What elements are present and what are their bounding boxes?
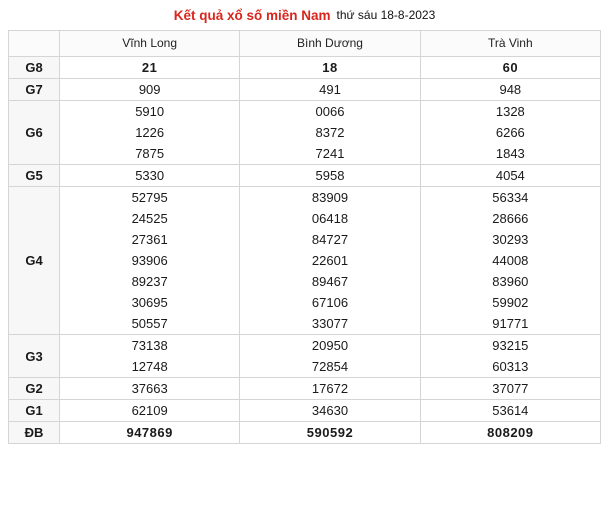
prize-number: 93906 [131,253,168,268]
prize-label-g8: G8 [9,57,60,79]
prize-number: 83909 [311,190,349,205]
prize-label-g7: G7 [9,79,60,101]
prize-cell-g5-1: 5958 [240,165,420,187]
prize-number: 1226 [135,125,165,140]
table-body [9,57,601,444]
prize-cell-đb-2: 808209 [420,422,600,444]
prize-number: 7241 [315,146,345,161]
prize-number: 44008 [492,253,529,268]
prize-cell-g3-0 [60,335,240,378]
table-corner-cell [9,31,60,57]
prize-number: 27361 [131,232,168,247]
prize-number: 1328 [495,104,525,119]
prize-cell-g2-0: 37663 [60,378,240,400]
prize-cell-g1-1: 34630 [240,400,420,422]
prize-cell-g7-2: 948 [420,79,600,101]
prize-cell-g7-1: 491 [240,79,420,101]
page-header [8,0,601,30]
prize-number: 8372 [315,125,345,140]
table-row [9,335,601,378]
table-row [9,422,601,444]
prize-label-g5: G5 [9,165,60,187]
prize-cell-g6-2 [420,101,600,165]
prize-number: 84727 [311,232,349,247]
prize-label-g2: G2 [9,378,60,400]
prize-cell-g3-1 [240,335,420,378]
prize-cell-g4-2 [420,187,600,335]
prize-number: 30695 [131,295,168,310]
table-row [9,400,601,422]
prize-cell-g7-0: 909 [60,79,240,101]
table-row [9,79,601,101]
prize-label-g6: G6 [9,101,60,165]
prize-cell-đb-0: 947869 [60,422,240,444]
prize-label-g4: G4 [9,187,60,335]
page-title: Kết quả xổ số miền Nam [173,7,331,23]
prize-number: 73138 [131,338,168,353]
prize-number: 28666 [492,211,529,226]
prize-number: 50557 [131,316,168,331]
bottom-spacer [8,444,601,450]
prize-label-đb: ĐB [9,422,60,444]
prize-cell-g8-2: 60 [420,57,600,79]
table-row [9,57,601,79]
prize-number: 0066 [315,104,345,119]
province-header-1: Bình Dương [240,31,420,57]
results-table [8,30,601,444]
prize-number: 83960 [492,274,529,289]
prize-number: 5910 [135,104,165,119]
table-row [9,378,601,400]
prize-number: 12748 [131,359,168,374]
prize-cell-g1-0: 62109 [60,400,240,422]
prize-number: 93215 [492,338,529,353]
prize-number: 72854 [311,359,349,374]
prize-number: 20950 [311,338,349,353]
prize-cell-đb-1: 590592 [240,422,420,444]
prize-cell-g5-0: 5330 [60,165,240,187]
prize-cell-g2-1: 17672 [240,378,420,400]
prize-cell-g8-0: 21 [60,57,240,79]
prize-number: 33077 [311,316,349,331]
prize-number: 56334 [492,190,529,205]
prize-number: 06418 [311,211,349,226]
page-date: thứ sáu 18-8-2023 [336,8,436,22]
prize-cell-g8-1: 18 [240,57,420,79]
prize-number: 67106 [311,295,349,310]
prize-label-g1: G1 [9,400,60,422]
prize-cell-g4-1 [240,187,420,335]
prize-cell-g5-2: 4054 [420,165,600,187]
table-head [9,31,601,57]
prize-number: 6266 [495,125,525,140]
table-row [9,165,601,187]
province-header-0: Vĩnh Long [60,31,240,57]
prize-cell-g2-2: 37077 [420,378,600,400]
prize-number: 89237 [131,274,168,289]
prize-label-g3: G3 [9,335,60,378]
province-header-2: Trà Vinh [420,31,600,57]
prize-cell-g1-2: 53614 [420,400,600,422]
prize-number: 24525 [131,211,168,226]
prize-number: 91771 [492,316,529,331]
table-row [9,187,601,335]
prize-number: 22601 [311,253,349,268]
table-row [9,101,601,165]
table-header-row [9,31,601,57]
prize-number: 30293 [492,232,529,247]
prize-number: 52795 [131,190,168,205]
prize-cell-g6-1 [240,101,420,165]
prize-cell-g6-0 [60,101,240,165]
prize-cell-g4-0 [60,187,240,335]
prize-number: 7875 [135,146,165,161]
prize-number: 60313 [492,359,529,374]
prize-number: 1843 [495,146,525,161]
prize-number: 59902 [492,295,529,310]
prize-cell-g3-2 [420,335,600,378]
prize-number: 89467 [311,274,349,289]
